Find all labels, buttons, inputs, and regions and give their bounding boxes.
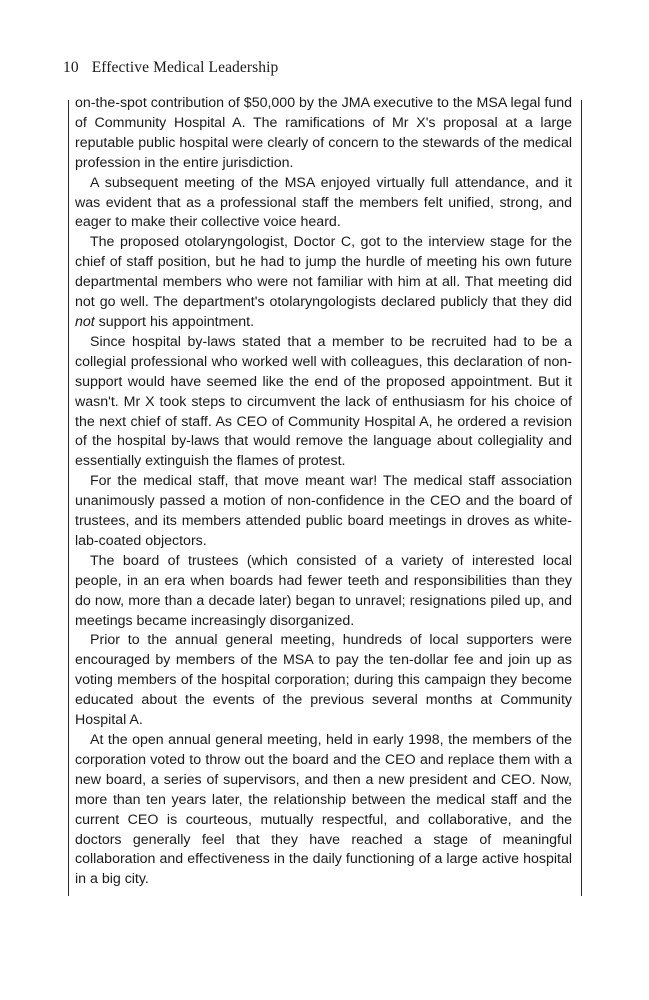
page-number: 10 — [63, 59, 79, 76]
change-bar-right — [581, 100, 582, 896]
body-text — [75, 94, 572, 890]
running-head — [63, 59, 278, 77]
running-title: Effective Medical Leadership — [91, 59, 279, 76]
paragraph: Prior to the annual general meeting, hundreds of local supporters were encouraged by members of the MSA to pay the ten-dollar fee and join up as voting members of the hospital corporation; during this campaign they become educated about the events of the previous several months at Community Hospital A. — [75, 632, 572, 729]
paragraph: A subsequent meeting of the MSA enjoyed virtually full attendance, and it was evident that as a professional staff the members felt unified, strong, and eager to make their collective voice heard. — [75, 174, 572, 231]
paragraph: At the open annual general meeting, held in early 1998, the members of the corporation voted to throw out the board and the CEO and replace them with a new board, a series of supervisors, and then a new president and CEO. Now, more than ten years later, the relationship between the medical staff and the current CEO is courteous, mutually respectful, and collaborative, and the doctors generally feel that they have reached a stage of meaningful collaboration and effectiveness in the daily functioning of a large active hospital in a big city. — [75, 732, 572, 888]
paragraph: For the medical staff, that move meant war! The medical staff association unanimously passed a motion of non-confidence in the CEO and the board of trustees, and its members attended public board meetings in droves as white-lab-coated objectors. — [75, 473, 572, 549]
paragraph: on-the-spot contribution of $50,000 by the JMA executive to the MSA legal fund of Community Hospital A. The ramifications of Mr X's proposal at a large reputable public hospital were clearly of concern to the stewards of the medical profession in the entire jurisdiction. — [75, 95, 572, 171]
paragraph-text: The proposed otolaryngologist, Doctor C, got to the interview stage for the chief of staff position, but he had to jump the hurdle of meeting his own future departmental members who were not familiar with him at all. That meeting did not go well. The department's otolaryngologists declared publicly that they did — [75, 234, 572, 311]
paragraph-text: support his appointment. — [94, 313, 255, 330]
emphasis-text: not — [75, 313, 95, 330]
paragraph: Since hospital by-laws stated that a member to be recruited had to be a collegial professional who worked well with colleagues, this declaration of non-support would have seemed like the end of the proposed appointment. But it wasn't. Mr X took steps to circumvent the lack of enthusiasm for his choice of the next chief of staff. As CEO of Community Hospital A, he ordered a revision of the hospital by-laws that would remove the language about collegiality and essentially extinguish the flames of protest. — [75, 333, 572, 470]
paragraph: The board of trustees (which consisted of a variety of interested local people, in an era when boards had fewer teeth and responsibilities than they do now, more than a decade later) began to unravel; resignations piled up, and meetings became increasingly disorganized. — [75, 552, 572, 629]
change-bar-left — [68, 100, 69, 896]
paragraph — [75, 233, 572, 333]
